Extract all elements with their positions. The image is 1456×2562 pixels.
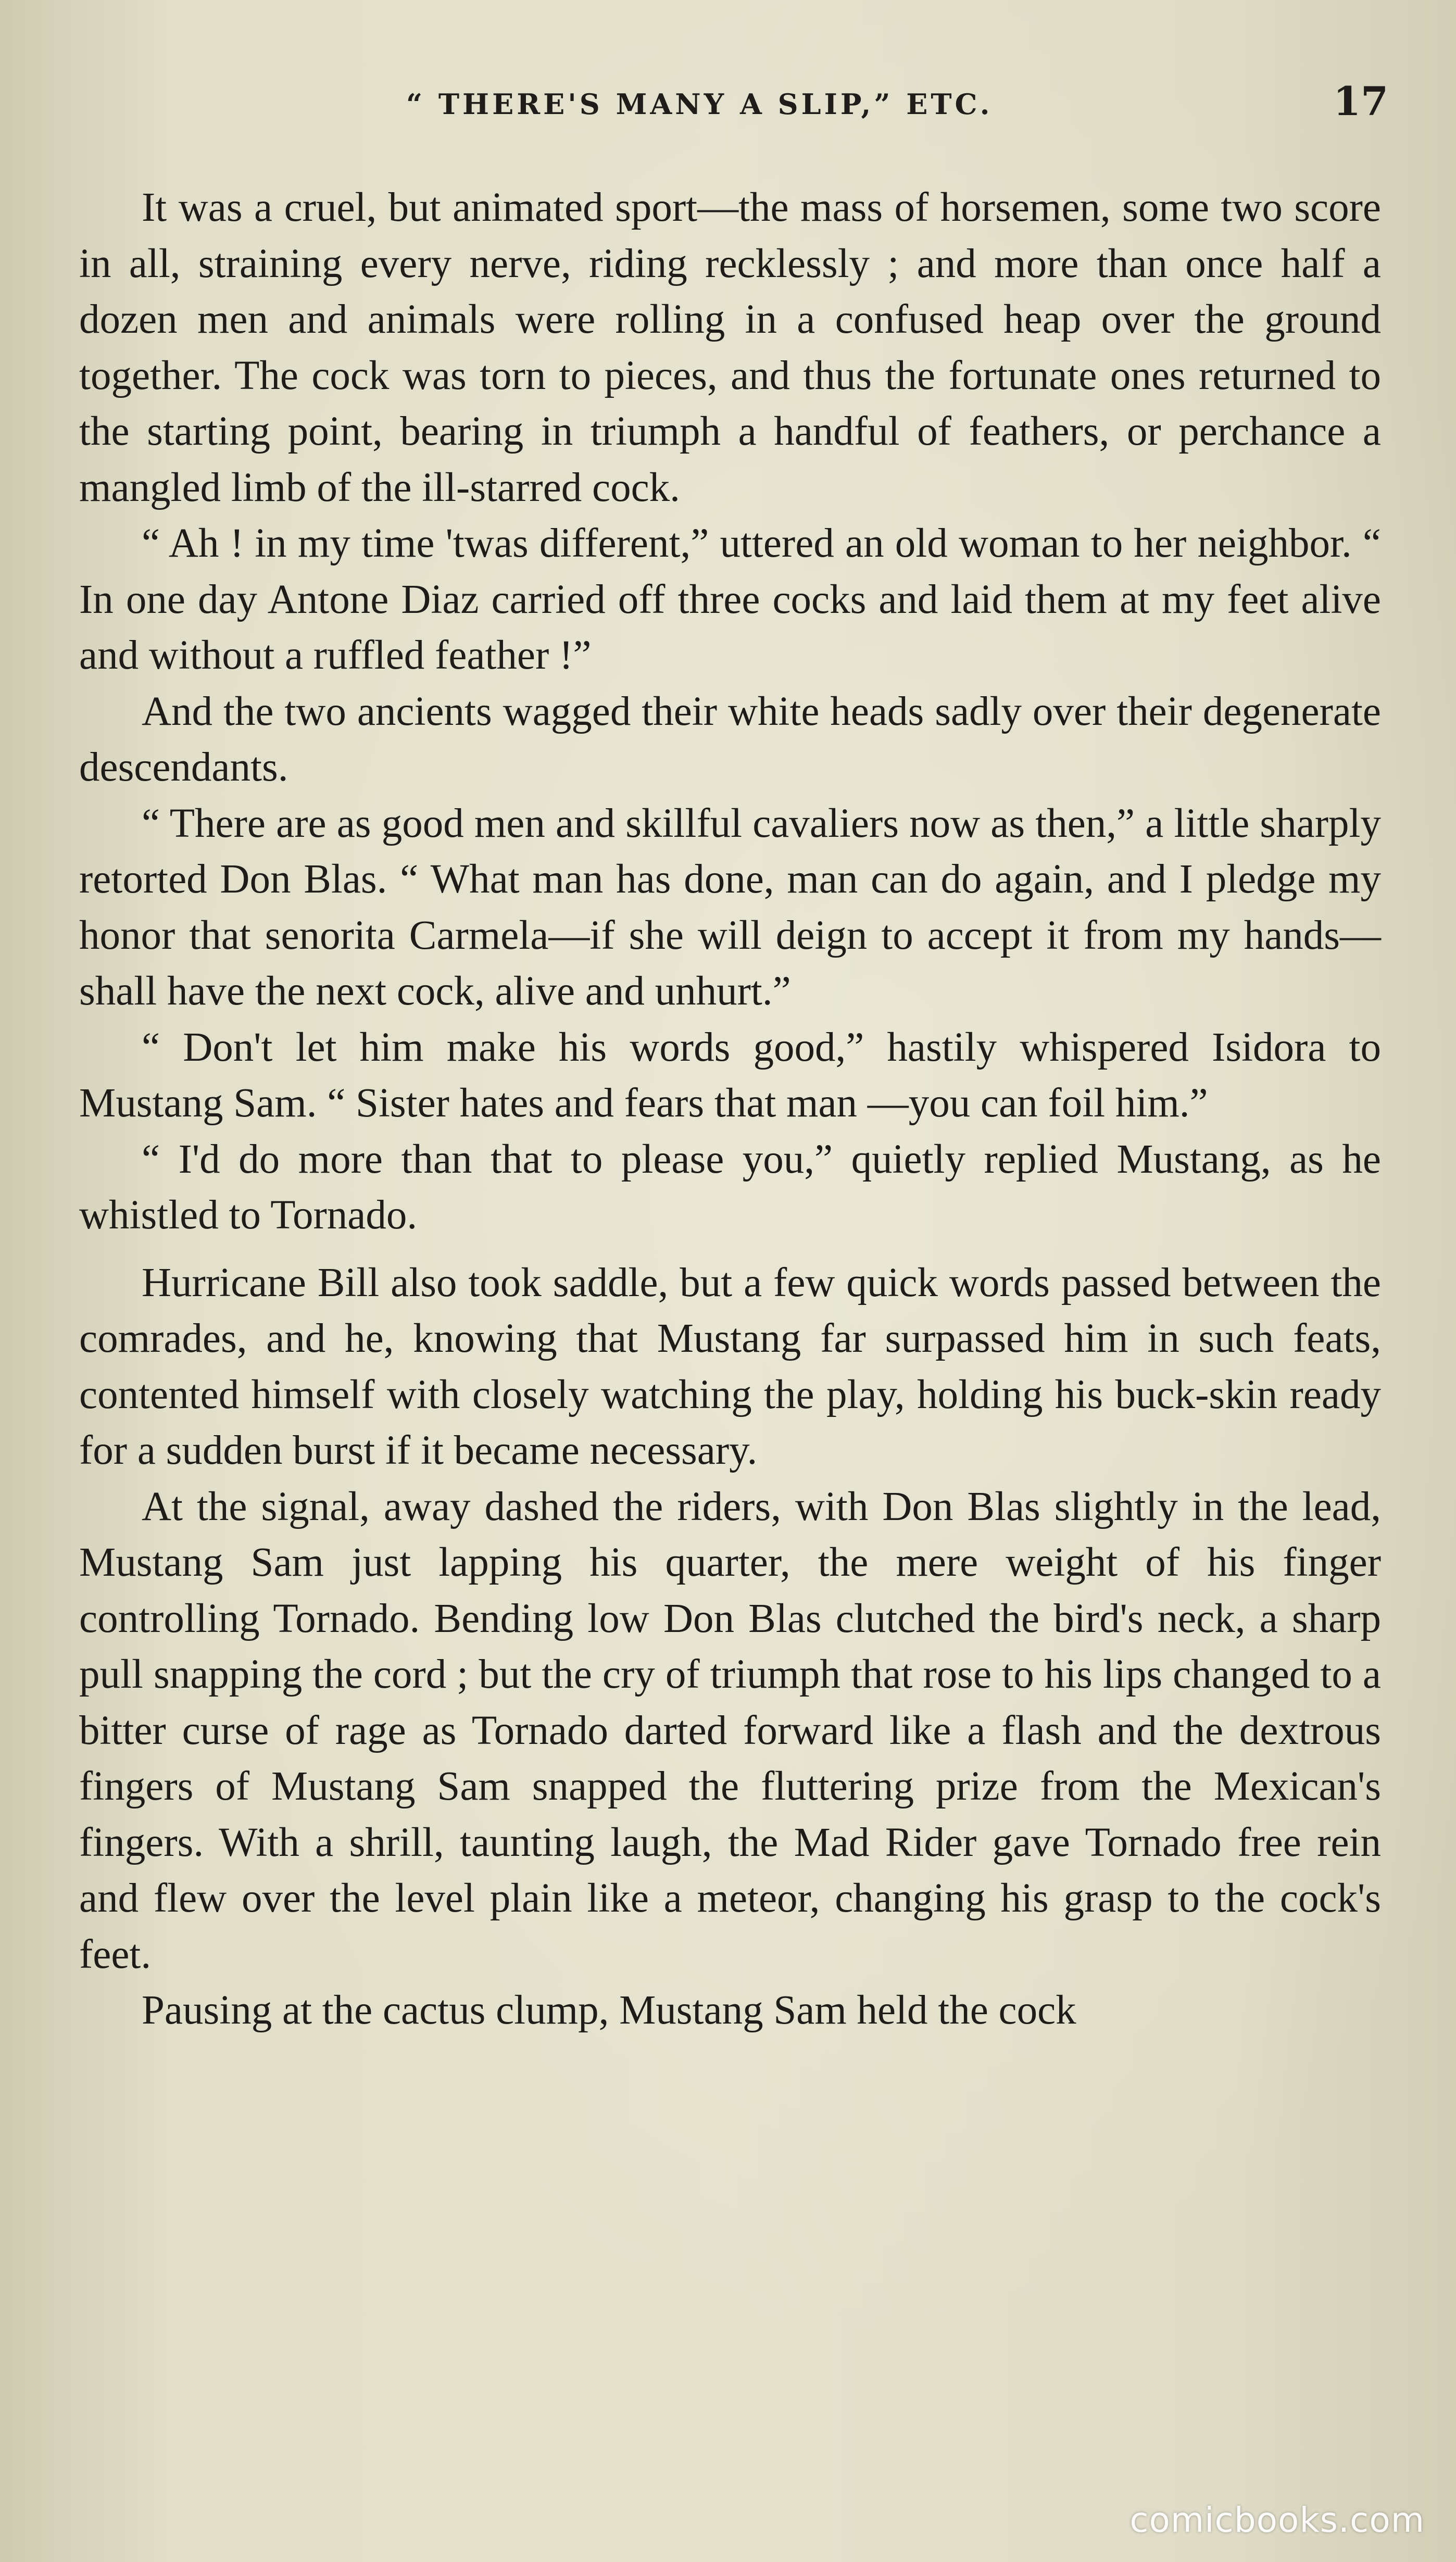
paragraph: “ I'd do more than that to please you,” quietly replied Mustang, as he whistled to Tornado.: [79, 1136, 1381, 1238]
running-title: “ THERE'S MANY A SLIP,” ETC.: [406, 87, 993, 121]
page-header: [83, 78, 1388, 135]
paragraph: Hurricane Bill also took saddle, but a few quick words passed between the comrades, and he, knowing that Mustang far surpassed him in such feats, contented himself with closely watching the play, holding his buck-skin ready for a sudden burst if it became necessary.: [79, 1260, 1381, 1473]
body-text: [79, 180, 1381, 2039]
paragraph: “ Don't let him make his words good,” hastily whispered Isidora to Mustang Sam. “ Sister hates and fears that man —you can foil him.”: [79, 1024, 1381, 1126]
paragraph: And the two ancients wagged their white heads sadly over their degenerate descendants.: [79, 688, 1381, 790]
paragraph: It was a cruel, but animated sport—the mass of horsemen, some two score in all, straining every nerve, riding recklessly ; and more than once half a dozen men and animals were rolling in a confused heap over the ground together. The cock was torn to pieces, and thus the fortunate ones returned to the starting point, bearing in triumph a handful of feathers, or perchance a mangled limb of the ill-starred cock.: [79, 185, 1381, 510]
watermark-logo: comicbooks.com: [1129, 2500, 1425, 2540]
paragraph: At the signal, away dashed the riders, with Don Blas slightly in the lead, Mustang Sam just lapping his quarter, the mere weight of his finger controlling Tornado. Bending low Don Blas clutched the bird's neck, a sharp pull snapping the cord ; but the cry of triumph that rose to his lips changed to a bitter curse of rage as Tornado darted forward like a flash and the dextrous fingers of Mustang Sam snapped the fluttering prize from the Mexican's fingers. With a shrill, taunting laugh, the Mad Rider gave Tornado free rein and flew over the level plain like a meteor, changing his grasp to the cock's feet.: [79, 1484, 1381, 1977]
paragraph: “ There are as good men and skillful cavaliers now as then,” a little sharply retorted Don Blas. “ What man has done, man can do again, and I pledge my honor that senorita Carmela—if she will deign to accept it from my hands—shall have the next cock, alive and unhurt.”: [79, 800, 1381, 1014]
paragraph: Pausing at the cactus clump, Mustang Sam held the cock: [142, 1988, 1076, 2033]
page-number: 17: [1333, 78, 1388, 124]
paragraph: “ Ah ! in my time 'twas different,” uttered an old woman to her neighbor. “ In one day Antone Diaz carried off three cocks and laid them at my feet alive and without a ruffled feather !”: [79, 521, 1381, 678]
